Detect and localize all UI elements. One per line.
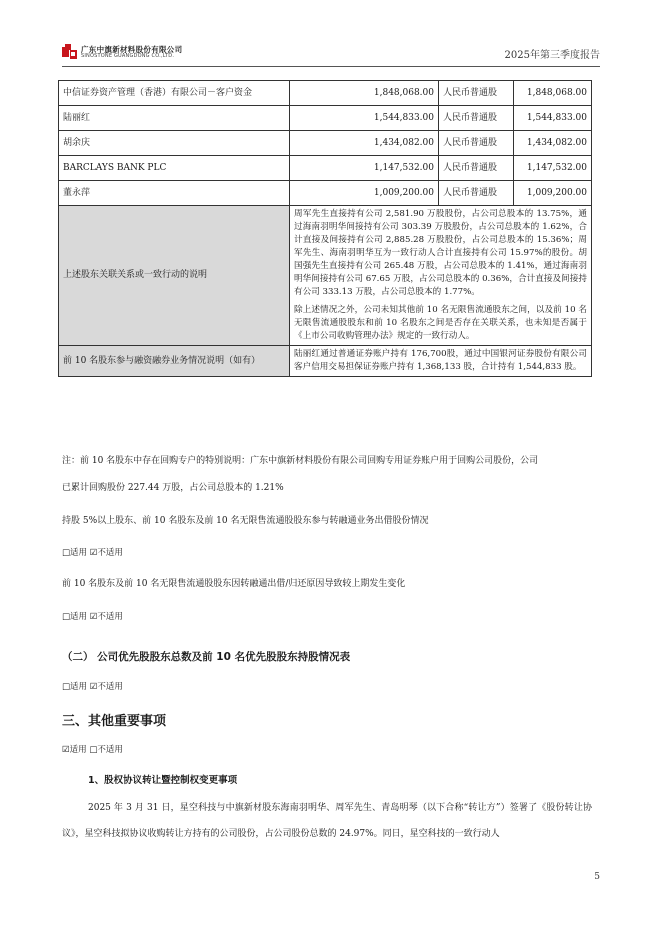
table-row: [59, 156, 592, 181]
shareholder-name: 陆丽红: [59, 106, 290, 131]
share-type: 人民币普通股: [439, 181, 514, 206]
company-name-en: SINOSTONE GUANGDONG CO.,LTD.: [81, 53, 175, 59]
equity-transfer-paragraph: 2025 年 3 月 31 日，星空科技与中旗新材股东海南羽明华、周军先生、青岛明琴（以下合称“转让方”）签署了《股份转让协议》，星空科技拟协议收购转让方持有的公司股份，占公司股份总数的 24.97%。同日，星空科技的一致行动人: [62, 803, 592, 839]
table-row-margin: [59, 346, 592, 377]
company-logo: [62, 42, 212, 62]
note-line-2: 已累计回购股份 227.44 万股，占公司总股本的 1.21%: [62, 483, 284, 493]
header-divider: [62, 66, 600, 67]
share-type: 人民币普通股: [439, 131, 514, 156]
share-amount: 1,848,068.00: [514, 81, 592, 106]
shareholder-name: 胡余庆: [59, 131, 290, 156]
logo-mark-icon: [62, 44, 78, 60]
report-title: 2025年第三季度报告: [504, 50, 600, 61]
table-row: [59, 131, 592, 156]
margin-description: 陆丽红通过普通证券账户持有 176,700股，通过中国银河证券股份有限公司客户信用交易担保证券账户持有 1,368,133 股，合计持有 1,544,833 股。: [290, 346, 592, 377]
shares-held: 1,009,200.00: [290, 181, 439, 206]
share-type: 人民币普通股: [439, 156, 514, 181]
share-type: 人民币普通股: [439, 81, 514, 106]
company-name-cn: 广东中旗新材料股份有限公司: [81, 45, 183, 54]
lending-applicability: □适用 ☑不适用: [62, 548, 123, 558]
preferred-shares-heading: （二） 公司优先股股东总数及前 10 名优先股股东持股情况表: [62, 651, 351, 663]
related-label: 上述股东关联关系或一致行动的说明: [59, 206, 290, 346]
margin-label: 前 10 名股东参与融资融券业务情况说明（如有）: [59, 346, 290, 377]
share-amount: 1,147,532.00: [514, 156, 592, 181]
table-row: [59, 106, 592, 131]
other-applicability: ☑适用 □不适用: [62, 745, 123, 755]
shares-held: 1,848,068.00: [290, 81, 439, 106]
share-amount: 1,434,082.00: [514, 131, 592, 156]
note-line-1: 注：前 10 名股东中存在回购专户的特别说明：广东中旗新材料股份有限公司回购专用证券账户用于回购公司股份，公司: [62, 456, 539, 466]
related-paragraph-2: 除上述情况之外，公司未知其他前 10 名无限售流通股东之间，以及前 10 名无限售流通股股东和前 10 名股东之间是否存在关联关系，也未知是否属于《上市公司收购管理办法》规定的一致行动人。: [294, 305, 587, 341]
table-row-related: [59, 206, 592, 346]
page-number: 5: [594, 872, 600, 882]
table-row: [59, 81, 592, 106]
page-header: [62, 40, 600, 64]
change-title: 前 10 名股东及前 10 名无限售流通股股东因转融通出借/归还原因导致较上期发生变化: [62, 579, 406, 589]
share-amount: 1,009,200.00: [514, 181, 592, 206]
preferred-applicability: □适用 ☑不适用: [62, 682, 123, 692]
equity-transfer-heading: 1、股权协议转让暨控制权变更事项: [88, 775, 238, 786]
shareholder-name: BARCLAYS BANK PLC: [59, 156, 290, 181]
other-matters-heading: 三、其他重要事项: [62, 714, 167, 729]
share-amount: 1,544,833.00: [514, 106, 592, 131]
share-type: 人民币普通股: [439, 106, 514, 131]
table-row: [59, 181, 592, 206]
shareholder-table: [58, 80, 592, 377]
shareholder-name: 中信证券资产管理（香港）有限公司－客户资金: [59, 81, 290, 106]
shareholder-name: 董永萍: [59, 181, 290, 206]
shares-held: 1,544,833.00: [290, 106, 439, 131]
related-paragraph-1: 周军先生直接持有公司 2,581.90 万股股份，占公司总股本的 13.75%，通过海南羽明华间接持有公司 303.39 万股股份，占公司总股本的 1.62%，合计直接及间接持有公司 2,885.28 万股股份，占公司总股本的 15.36%；周军先生、海南羽明华互为一致行动人合计直接持有公司 15.97%的股份。胡国强先生直接持有公司 265.48 万股，占公司总股本的 1.41%，通过海南羽明华间接持有公司 67.65 万股，占公司总股本的 0.36%，合计直接及间接持有公司 333.13 万股，占公司总股本的 1.77%。: [294, 209, 587, 297]
shares-held: 1,147,532.00: [290, 156, 439, 181]
lending-title: 持股 5%以上股东、前 10 名股东及前 10 名无限售流通股股东参与转融通业务出借股份情况: [62, 516, 429, 526]
shares-held: 1,434,082.00: [290, 131, 439, 156]
change-applicability: □适用 ☑不适用: [62, 612, 123, 622]
related-description: [290, 206, 592, 346]
